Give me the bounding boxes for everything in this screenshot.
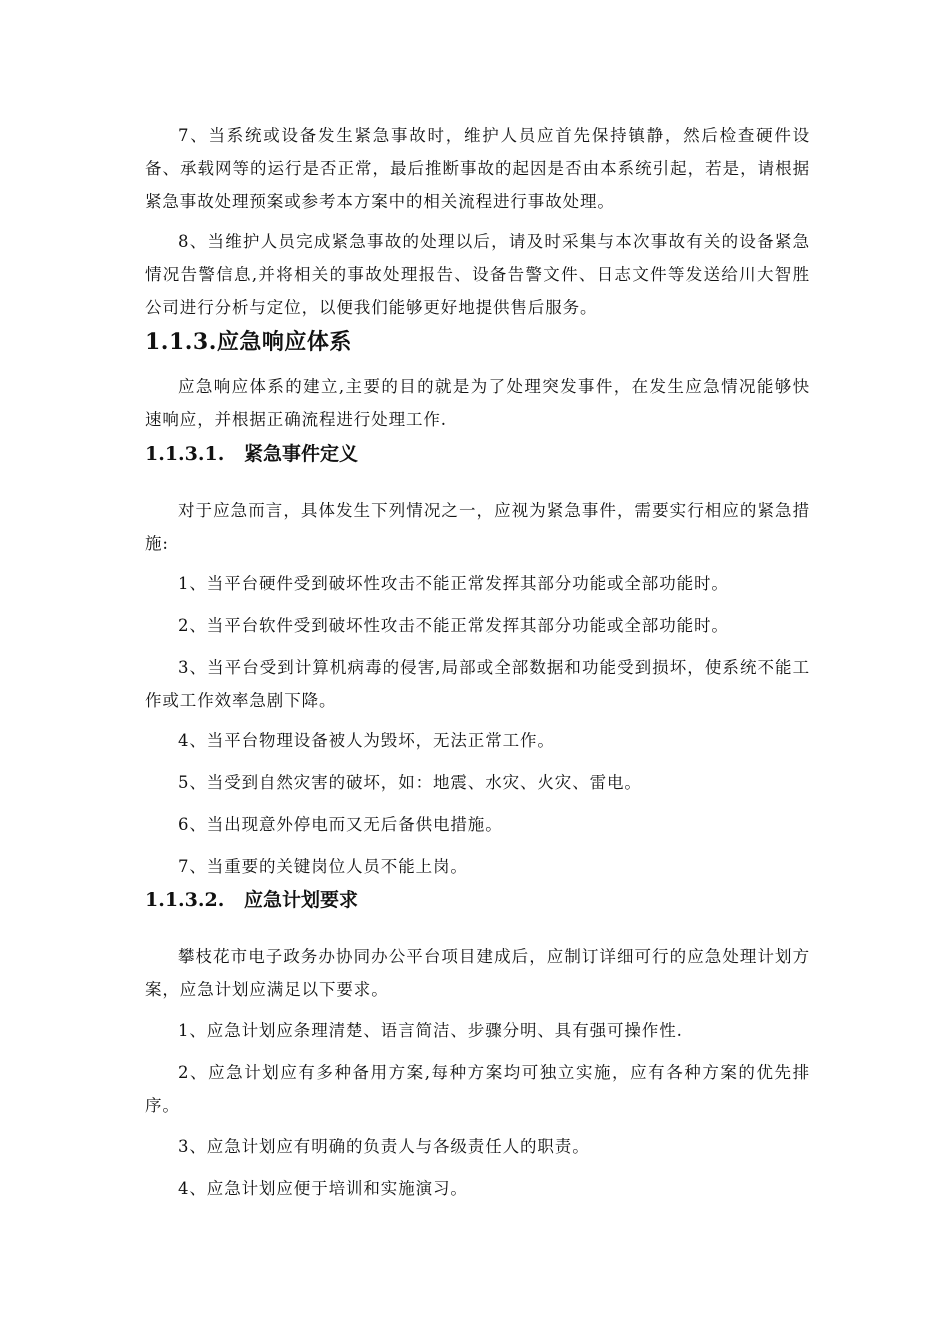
- section-title: 应急响应体系: [216, 329, 352, 355]
- list-item: 7、当重要的关键岗位人员不能上岗。: [178, 857, 468, 876]
- subsection-intro-paragraph: 攀枝花市电子政务办协同办公平台项目建成后，应制订详细可行的应急处理计划方案，应急计划应满足以下要求。: [145, 947, 810, 999]
- paragraph-item-8: 8、当维护人员完成紧急事故的处理以后，请及时采集与本次事故有关的设备紧急情况告警信息,并将相关的事故处理报告、设备告警文件、日志文件等发送给川大智胜公司进行分析与定位，以便我们能够更好地提供售后服务。: [145, 232, 810, 317]
- list-item: 4、当平台物理设备被人为毁坏，无法正常工作。: [178, 731, 555, 750]
- subsection-title: 紧急事件定义: [244, 443, 359, 465]
- subsection-intro-paragraph: 对于应急而言，具体发生下列情况之一，应视为紧急事件，需要实行相应的紧急措施:: [145, 501, 810, 553]
- subsection-title: 应急计划要求: [244, 889, 359, 911]
- list-item: 1、应急计划应条理清楚、语言简洁、步骤分明、具有强可操作性.: [178, 1021, 683, 1040]
- list-item: 1、当平台硬件受到破坏性攻击不能正常发挥其部分功能或全部功能时。: [178, 574, 729, 593]
- subsection-heading-1-1-3-2: [145, 886, 358, 914]
- list-item: 3、应急计划应有明确的负责人与各级责任人的职责。: [178, 1137, 590, 1156]
- section-body-paragraph: 应急响应体系的建立,主要的目的就是为了处理突发事件，在发生应急情况能够快速响应，并根据正确流程进行处理工作.: [145, 377, 810, 429]
- subsection-number: 1.1.3.1.: [145, 443, 225, 465]
- list-item: 2、当平台软件受到破坏性攻击不能正常发挥其部分功能或全部功能时。: [178, 616, 729, 635]
- list-item: 3、当平台受到计算机病毒的侵害,局部或全部数据和功能受到损坏，使系统不能工作或工作效率急剧下降。: [145, 658, 810, 710]
- list-item: 6、当出现意外停电而又无后备供电措施。: [178, 815, 503, 834]
- subsection-heading-1-1-3-1: [145, 440, 358, 468]
- section-number: 1.1.3.: [145, 329, 217, 355]
- list-item: 5、当受到自然灾害的破坏，如：地震、水灾、火灾、雷电。: [178, 773, 642, 792]
- list-item: 2、应急计划应有多种备用方案,每种方案均可独立实施，应有各种方案的优先排序。: [145, 1063, 810, 1115]
- section-heading-1-1-3: [145, 327, 352, 357]
- subsection-number: 1.1.3.2.: [145, 889, 225, 911]
- list-item: 4、应急计划应便于培训和实施演习。: [178, 1179, 468, 1198]
- paragraph-item-7: 7、当系统或设备发生紧急事故时，维护人员应首先保持镇静，然后检查硬件设备、承载网等的运行是否正常，最后推断事故的起因是否由本系统引起，若是，请根据紧急事故处理预案或参考本方案中的相关流程进行事故处理。: [145, 126, 810, 211]
